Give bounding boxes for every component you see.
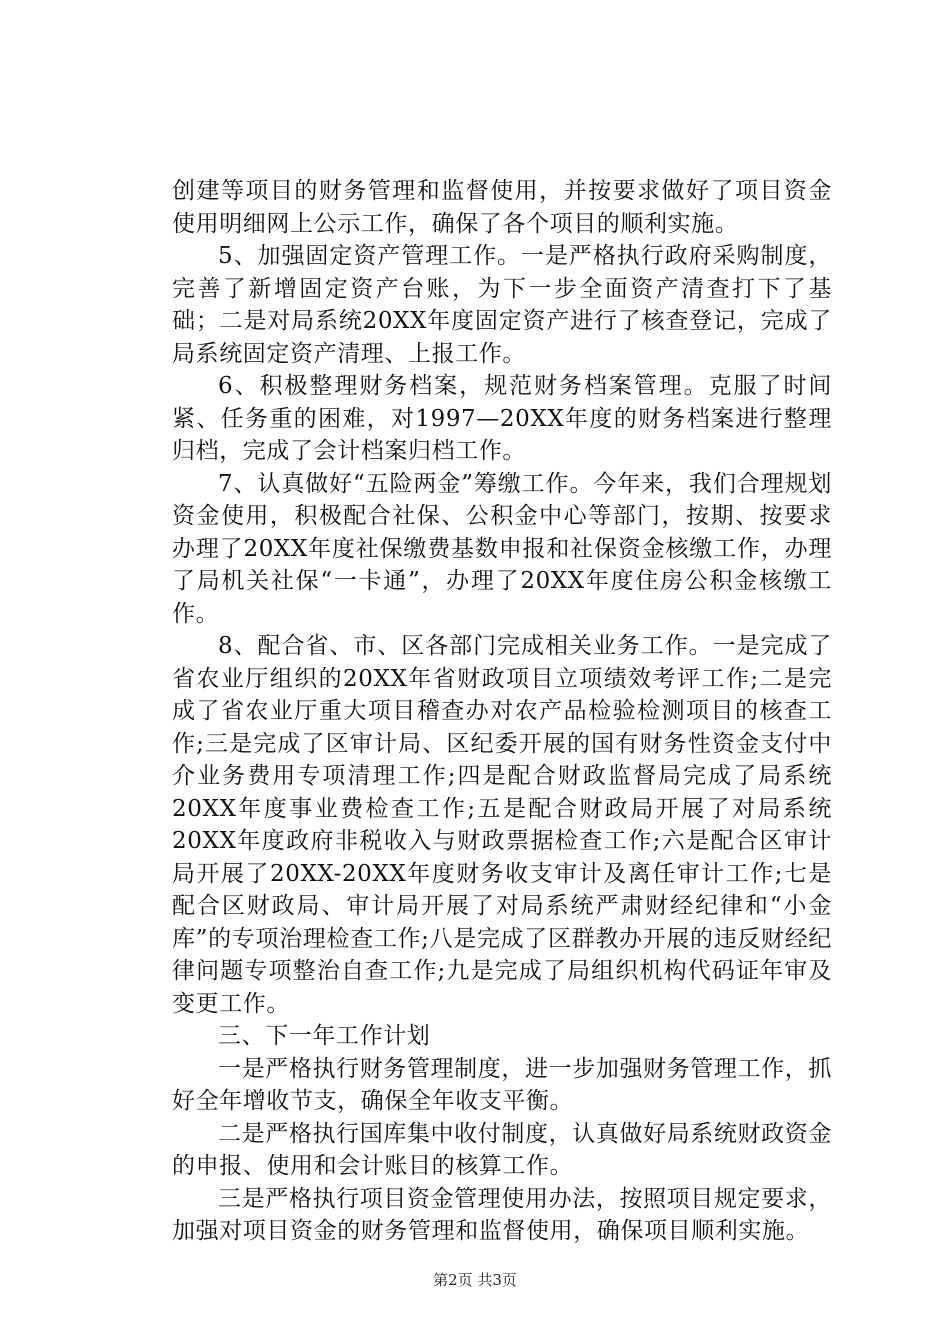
paragraph-archives: 6、积极整理财务档案，规范财务档案管理。克服了时间紧、任务重的困难，对1997—20XX年度的财务档案进行整理归档，完成了会计档案归档工作。 xyxy=(172,373,832,464)
paragraph-cooperation: 8、配合省、市、区各部门完成相关业务工作。一是完成了省农业厅组织的20XX年省财政项目立项绩效考评工作;二是完成了省农业厅重大项目稽查办对农产品检验检测项目的核查工作;三是完成了区审计局、区纪委开展的国有财务性资金支付中介业务费用专项清理工作;四是配合财政监督局完成了局系统20XX年度事业费检查工作;五是配合财政局开展了对局系统20XX年度政府非税收入与财政票据检查工作;六是配合区审计局开展了20XX-20XX年度财务收支审计及离任审计工作;七是配合区财政局、审计局开展了对局系统严肃财经纪律和“小金库”的专项治理检查工作;八是完成了区群教办开展的违反财经纪律问题专项整治自查工作;九是完成了局组织机构代码证年审及变更工作。 xyxy=(172,633,832,1017)
paragraph-continuation: 创建等项目的财务管理和监督使用，并按要求做好了项目资金使用明细网上公示工作，确保了各个项目的顺利实施。 xyxy=(172,178,832,237)
paragraph-plan-two: 二是严格执行国库集中收付制度，认真做好局系统财政资金的申报、使用和会计账目的核算工作。 xyxy=(172,1120,832,1179)
paragraph-plan-one: 一是严格执行财务管理制度，进一步加强财务管理工作，抓好全年增收节支，确保全年收支平衡。 xyxy=(172,1055,832,1114)
paragraph-insurance-funds: 7、认真做好“五险两金”筹缴工作。今年来，我们合理规划资金使用，积极配合社保、公积金中心等部门，按期、按要求办理了20XX年度社保缴费基数申报和社保资金核缴工作，办理了局机关社保“一卡通”，办理了20XX年度住房公积金核缴工作。 xyxy=(172,470,832,627)
section-heading-next-year-plan: 三、下一年工作计划 xyxy=(218,1023,431,1049)
page-footer: 第2页 共3页 xyxy=(433,1271,517,1289)
document-body xyxy=(172,175,832,1248)
paragraph-plan-three: 三是严格执行项目资金管理使用办法，按照项目规定要求，加强对项目资金的财务管理和监督使用，确保项目顺利实施。 xyxy=(172,1185,832,1244)
paragraph-fixed-assets: 5、加强固定资产管理工作。一是严格执行政府采购制度，完善了新增固定资产台账，为下一步全面资产清查打下了基础；二是对局系统20XX年度固定资产进行了核查登记，完成了局系统固定资产清理、上报工作。 xyxy=(172,243,832,367)
